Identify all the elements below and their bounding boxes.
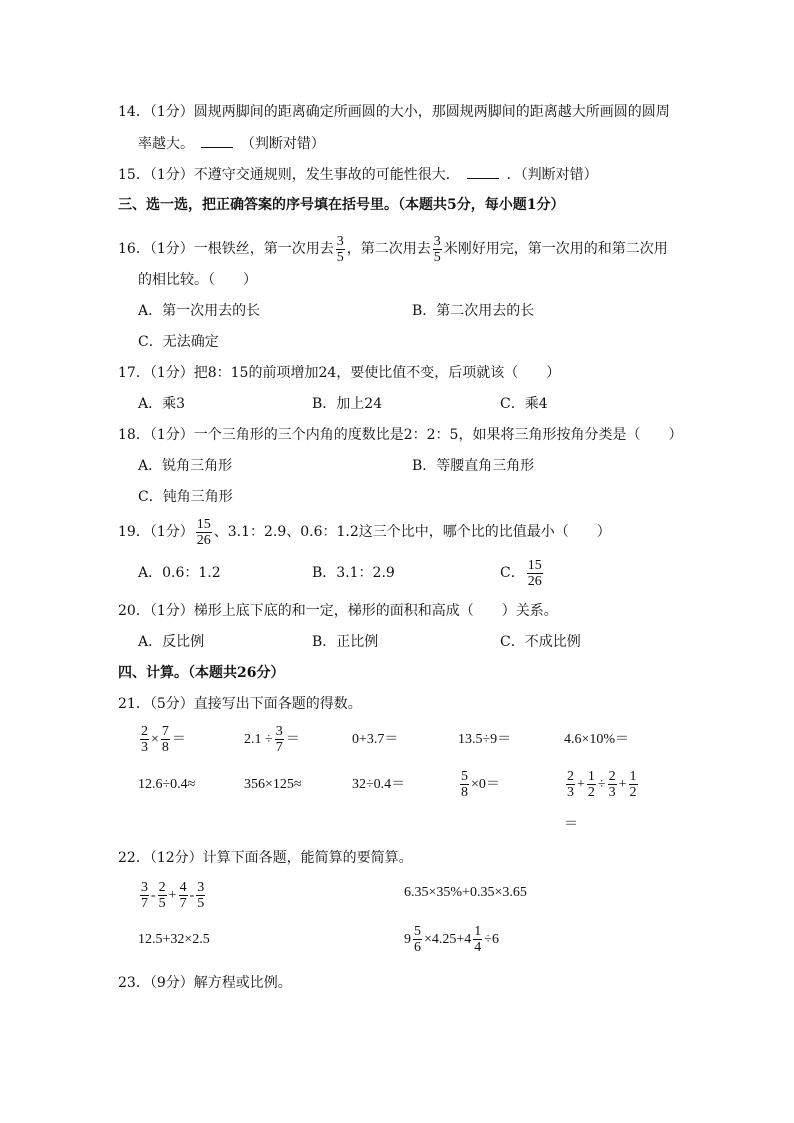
q21-expr-4: 13.5÷9＝ [458, 732, 512, 747]
numerator: 3 [141, 880, 148, 896]
numerator: 7 [161, 724, 169, 740]
question-16-line2: 的相比较。（ ） [138, 272, 257, 288]
answer-blank[interactable] [467, 164, 499, 179]
numerator: 15 [196, 516, 211, 532]
q16-suffix: 米刚好用完，第一次用的和第二次用 [443, 241, 668, 257]
numerator: 5 [461, 769, 468, 785]
denominator: 7 [179, 896, 187, 912]
expression-rest: ×0＝ [471, 777, 500, 792]
q22-expr-2: 6.35×35%+0.35×3.65 [404, 885, 527, 900]
numerator: 2 [567, 769, 574, 785]
question-14-line2 [138, 133, 325, 154]
q21-expr-1 [138, 722, 186, 758]
denominator: 26 [527, 573, 542, 589]
q21-expr-7: 356×125≈ [244, 777, 302, 792]
denominator: 5 [197, 896, 205, 912]
denominator: 5 [433, 249, 441, 265]
operator: - [151, 888, 156, 903]
denominator: 7 [275, 740, 283, 756]
q20-option-a[interactable]: A．反比例 [138, 634, 205, 650]
denominator: 3 [567, 785, 574, 801]
q21-expr-10-equals: ＝ [564, 817, 578, 832]
fraction [140, 724, 149, 755]
q16-prefix: 16．（1分）一根铁丝，第一次用去 [118, 241, 334, 257]
q20-option-b[interactable]: B．正比例 [312, 634, 379, 650]
fraction [275, 724, 284, 755]
q16-option-a[interactable]: A．第一次用去的长 [138, 303, 261, 319]
fraction [196, 880, 205, 911]
q19-prefix: 19．（1分） [118, 524, 194, 540]
numerator: 1 [587, 769, 595, 785]
denominator: 26 [196, 532, 211, 548]
q14-text: 率越大。 [138, 136, 194, 152]
fraction [473, 924, 482, 955]
numerator: 1 [474, 924, 482, 940]
expression-middle: ×4.25+4 [424, 932, 472, 947]
section-3-heading: 三、选一选，把正确答案的序号填在括号里。（本题共5分，每小题1分） [118, 197, 565, 213]
operator: × [151, 732, 159, 747]
q17-option-c[interactable]: C．乘4 [500, 396, 548, 412]
q18-option-b[interactable]: B．等腰直角三角形 [412, 458, 535, 474]
numerator: 15 [527, 557, 542, 573]
denominator: 4 [474, 940, 482, 956]
q14-judge: （判断对错） [240, 136, 325, 152]
question-21: 21．（5分）直接写出下面各题的得数。 [118, 696, 362, 712]
q16-mid: ，第二次用去 [346, 241, 431, 257]
numerator: 3 [336, 233, 344, 249]
q16-option-b[interactable]: B．第二次用去的长 [412, 303, 535, 319]
numerator: 3 [197, 880, 205, 896]
fraction [629, 769, 638, 800]
denominator: 8 [161, 740, 169, 756]
question-18: 18．（1分）一个三角形的三个内角的度数比是2：2：5，如果将三角形按角分类是（ ） [118, 427, 683, 443]
numerator: 3 [275, 724, 283, 740]
fraction [179, 880, 188, 911]
fraction [140, 880, 149, 911]
question-14-line1: 14．（1分）圆规两脚间的距离确定所画圆的大小，那圆规两脚间的距离越大所画圆的圆周 [118, 104, 670, 120]
q21-expr-10 [564, 767, 640, 803]
operator: ÷ [597, 777, 606, 792]
operator: - [189, 888, 195, 903]
fraction [161, 724, 170, 755]
question-23: 23．（9分）解方程或比例。 [118, 975, 292, 991]
q22-expr-3: 12.5+32×2.5 [138, 932, 210, 947]
question-17: 17．（1分）把8：15的前项增加24，要使比值不变，后项就该（ ） [118, 365, 561, 381]
equals: ＝ [171, 732, 186, 747]
question-19 [118, 512, 611, 552]
q15-judge: ．（判断对错） [506, 167, 598, 183]
denominator: 5 [336, 249, 344, 265]
question-16-line1 [118, 227, 668, 271]
question-15 [118, 164, 598, 185]
denominator: 3 [608, 785, 616, 801]
denominator: 6 [414, 940, 421, 956]
q18-option-a[interactable]: A．锐角三角形 [138, 458, 233, 474]
denominator: 8 [461, 785, 468, 801]
q21-expr-8: 32÷0.4＝ [352, 777, 406, 792]
numerator: 2 [141, 724, 148, 740]
denominator: 2 [587, 785, 595, 801]
numerator: 3 [433, 233, 441, 249]
q16-option-c[interactable]: C．无法确定 [138, 334, 219, 350]
q19-option-b[interactable]: B．3.1：2.9 [312, 565, 395, 581]
q22-expr-4 [404, 922, 499, 958]
q21-expr-9 [458, 767, 500, 803]
fraction [413, 924, 422, 955]
fraction [460, 769, 469, 800]
q17-option-b[interactable]: B．加上24 [312, 396, 383, 412]
q21-expr-2 [244, 722, 300, 758]
option-label: C． [500, 565, 525, 581]
fraction [587, 769, 596, 800]
q22-expr-1 [138, 878, 207, 914]
answer-blank[interactable] [201, 133, 233, 148]
expression-end: ÷6 [484, 932, 499, 947]
q15-text: 15．（1分）不遵守交通规则，发生事故的可能性很大． [118, 167, 460, 183]
q19-option-a[interactable]: A．0.6：1.2 [138, 565, 221, 581]
denominator: 3 [141, 740, 148, 756]
q21-expr-6: 12.6÷0.4≈ [138, 777, 196, 792]
q20-option-c[interactable]: C．不成比例 [500, 634, 581, 650]
q17-option-a[interactable]: A．乘3 [138, 396, 186, 412]
operand: 2.1 ÷ [244, 732, 273, 747]
operator: + [577, 777, 585, 792]
question-20: 20．（1分）梯形上底下底的和一定，梯形的面积和高成（ ）关系。 [118, 603, 558, 619]
fraction [527, 558, 543, 589]
operator: + [168, 888, 177, 903]
equals: ＝ [285, 732, 300, 747]
q21-expr-5: 4.6×10%＝ [564, 732, 630, 747]
q19-suffix: 、3.1：2.9、0.6：1.2这三个比中，哪个比的比值最小（ ） [213, 524, 611, 540]
denominator: 7 [141, 896, 148, 912]
numerator: 1 [629, 769, 637, 785]
numerator: 5 [414, 924, 421, 940]
numerator: 2 [608, 769, 616, 785]
q21-expr-3: 0+3.7＝ [352, 732, 399, 747]
numerator: 2 [158, 880, 166, 896]
whole-number: 9 [404, 932, 411, 947]
fraction [433, 234, 442, 265]
denominator: 5 [158, 896, 166, 912]
operator: + [618, 777, 627, 792]
q18-option-c[interactable]: C．钝角三角形 [138, 489, 233, 505]
fraction [336, 234, 345, 265]
denominator: 2 [629, 785, 637, 801]
q19-option-c[interactable] [500, 554, 545, 592]
numerator: 4 [179, 880, 187, 896]
question-22: 22．（12分）计算下面各题，能简算的要简算。 [118, 850, 413, 866]
section-4-heading: 四、计算。（本题共26分） [118, 665, 285, 681]
fraction [158, 880, 167, 911]
fraction [566, 769, 575, 800]
fraction [196, 517, 212, 548]
fraction [608, 769, 617, 800]
